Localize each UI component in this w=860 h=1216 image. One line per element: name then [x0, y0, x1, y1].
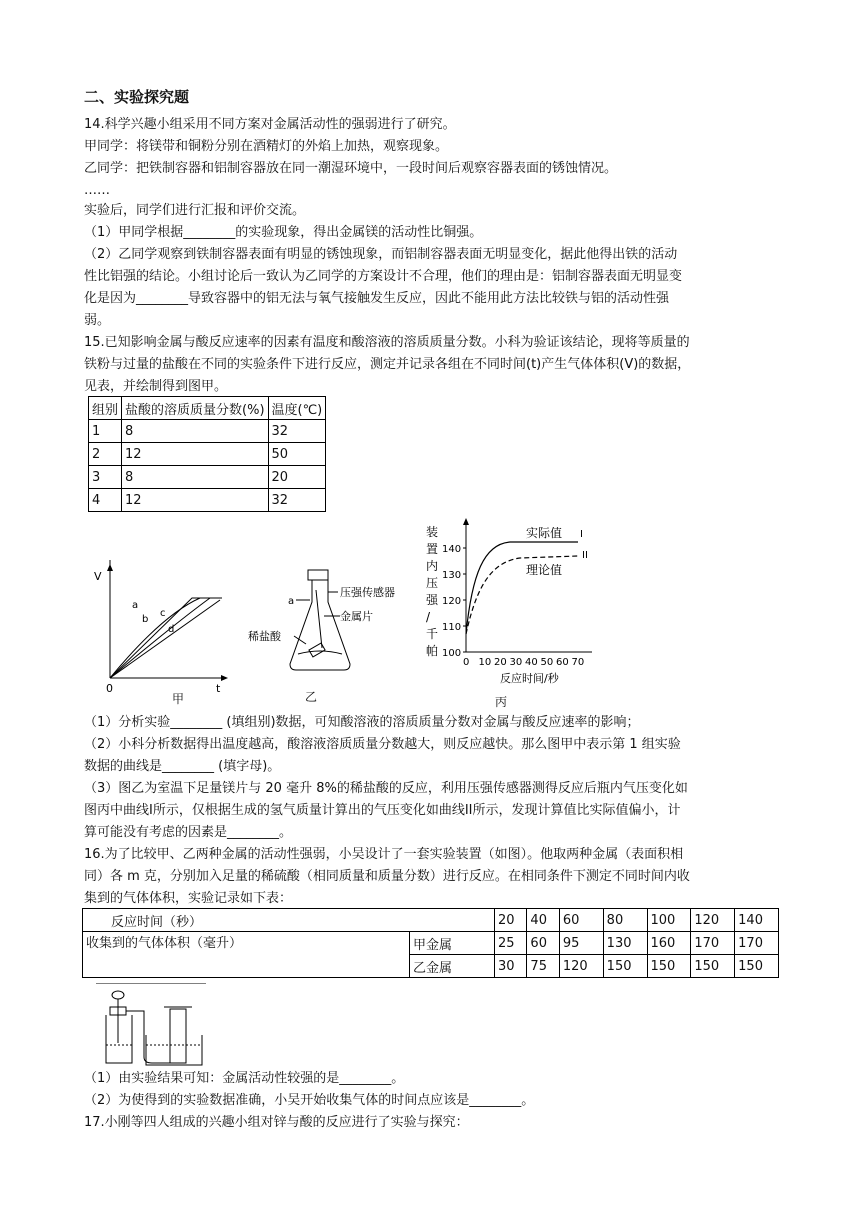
- y-tick-label: 110: [442, 622, 462, 633]
- y-label-char: 帕: [426, 644, 439, 658]
- y-label-char: 强: [426, 593, 439, 607]
- q16-line-3: 集到的气体体积，实验记录如下表：: [84, 891, 293, 906]
- caption-bing: 丙: [495, 695, 508, 709]
- table-cell: 150: [735, 955, 779, 978]
- apparatus-figure: [96, 983, 216, 1067]
- x-ticks: [463, 657, 584, 668]
- q14-line-1: 14.科学兴趣小组采用不同方案对金属活动性的强弱进行了研究。: [84, 117, 456, 132]
- q14-line-2: 甲同学：将镁带和铜粉分别在酒精灯的外焰上加热，观察现象。: [84, 139, 449, 154]
- stopper: [308, 570, 328, 580]
- table-cell: 20: [495, 909, 527, 932]
- table-cell: 150: [691, 955, 735, 978]
- table-cell: 乙金属: [410, 955, 495, 978]
- table-cell: 收集到的气体体积（毫升）: [83, 932, 410, 978]
- table-cell: 80: [603, 909, 647, 932]
- y-label-char: 压: [426, 576, 439, 590]
- table-cell: 130: [603, 932, 647, 955]
- y-label: [426, 524, 439, 658]
- q14-line-9: 化是因为________导致容器中的铝无法与氧气接触发生反应，因此不能用此方法比较铁与铝的活动性强: [84, 291, 670, 306]
- curve-label-d: d: [168, 624, 175, 635]
- curve1-label: 实际值: [526, 526, 563, 540]
- y-label-char: 装: [426, 525, 439, 539]
- table-cell: 50: [268, 443, 326, 466]
- label-a: a: [288, 596, 295, 607]
- table-row: [83, 909, 779, 932]
- table-cell: 120: [691, 909, 735, 932]
- y-tick-label: 120: [442, 596, 462, 607]
- table-cell: 100: [647, 909, 691, 932]
- origin-label: 0: [106, 682, 113, 695]
- label-metal: 金属片: [340, 610, 373, 623]
- q15-sub-1: （1）分析实验________ (填组别)数据，可知酸溶液的溶质质量分数对金属与酸反应速率的影响；: [84, 715, 640, 730]
- table-cell: 95: [559, 932, 603, 955]
- caption-jia: 甲: [172, 692, 185, 706]
- figure-jia: [82, 560, 232, 710]
- y-tick-label: 140: [442, 544, 462, 555]
- table-row: [89, 443, 326, 466]
- table-cell: 75: [527, 955, 559, 978]
- table-cell: 160: [647, 932, 691, 955]
- table-cell: 4: [89, 489, 122, 512]
- table-header-cell: 温度(℃): [268, 397, 326, 420]
- x-label: t: [216, 682, 221, 695]
- y-label-char: 置: [426, 542, 439, 556]
- table-header-cell: 盐酸的溶质质量分数(%): [122, 397, 269, 420]
- x-axis-arrow: [221, 675, 228, 681]
- table-cell: 甲金属: [410, 932, 495, 955]
- q15-sub-2a: （2）小科分析数据得出温度越高，酸溶液溶质质量分数越大，则反应越快。那么图甲中表示第 1 组实验: [84, 737, 681, 752]
- reaction-flask: [106, 1015, 132, 1063]
- table-cell: 8: [122, 466, 269, 489]
- q15-line-2: 铁粉与过量的盐酸在不同的实验条件下进行反应，测定并记录各组在不同时间(t)产生气体体积(V)的数据，: [84, 357, 691, 372]
- x-label: 反应时间/秒: [500, 672, 559, 685]
- table-cell: 170: [735, 932, 779, 955]
- table-cell: 12: [122, 443, 269, 466]
- q16-table: [82, 908, 779, 978]
- x-tick-label: 40: [525, 657, 538, 668]
- table-cell: 60: [559, 909, 603, 932]
- table-row: [89, 489, 326, 512]
- table-row: [89, 466, 326, 489]
- x-tick-label: 60: [556, 657, 569, 668]
- water-trough: [146, 1035, 202, 1065]
- curve2-id: II: [582, 550, 588, 561]
- q14-line-3: 乙同学：把铁制容器和铝制容器放在同一潮湿环境中，一段时间后观察容器表面的锈蚀情况。: [84, 161, 618, 176]
- glass-rod: [316, 590, 322, 648]
- curve1-id: I: [580, 529, 583, 540]
- q16-sub-2: （2）为使得到的实验数据准确，小吴开始收集气体的时间点应该是________。: [84, 1093, 535, 1108]
- table-cell: 30: [495, 955, 527, 978]
- y-ticks: [442, 544, 466, 659]
- delivery-tube: [126, 1011, 172, 1063]
- q17-line-1: 17.小刚等四人组成的兴趣小组对锌与酸的反应进行了实验与探究：: [84, 1115, 469, 1130]
- x-tick-label: 30: [509, 657, 523, 668]
- table-cell: 140: [735, 909, 779, 932]
- curve-label-b: b: [142, 614, 149, 625]
- table-cell: 150: [603, 955, 647, 978]
- y-tick-label: 130: [442, 570, 462, 581]
- table-cell: 40: [527, 909, 559, 932]
- table-cell: 25: [495, 932, 527, 955]
- caption-yi: 乙: [305, 690, 318, 704]
- x-tick-label: 70: [571, 657, 585, 668]
- q15-line-3: 见表，并绘制得到图甲。: [84, 379, 228, 394]
- metal-piece: [309, 643, 325, 657]
- q15-sub-3c: 算可能没有考虑的因素是________。: [84, 825, 293, 840]
- q16-line-1: 16.为了比较甲、乙两种金属的活动性强弱，小吴设计了一套实验装置（如图）。他取两种金属（表面积相: [84, 847, 684, 862]
- table-cell: 12: [122, 489, 269, 512]
- table-cell: 150: [647, 955, 691, 978]
- table-cell: 1: [89, 420, 122, 443]
- curve-I: [466, 542, 578, 634]
- measuring-cylinder: [170, 1009, 186, 1063]
- curve-label-a: a: [132, 600, 139, 611]
- y-label-char: 千: [426, 627, 439, 641]
- table-cell: 3: [89, 466, 122, 489]
- q15-table: [88, 396, 326, 512]
- x-tick-label: 0: [463, 657, 470, 668]
- table-cell: 反应时间（秒）: [83, 909, 495, 932]
- table-cell: 170: [691, 932, 735, 955]
- q15-sub-3a: （3）图乙为室温下足量镁片与 20 毫升 8%的稀盐酸的反应，利用压强传感器测得反应后瓶内气压变化如: [84, 781, 688, 796]
- table-cell: 8: [122, 420, 269, 443]
- q15-sub-3b: 图丙中曲线I所示，仅根据生成的氢气质量计算出的气压变化如曲线II所示，发现计算值比实际值偏小，计: [84, 803, 681, 818]
- curve2-label: 理论值: [526, 563, 563, 577]
- label-sensor: 压强传感器: [340, 586, 395, 599]
- label-acid: 稀盐酸: [248, 630, 281, 643]
- y-tick-label: 100: [442, 648, 462, 659]
- table-row: [83, 932, 779, 955]
- table-cell: 120: [559, 955, 603, 978]
- x-tick-label: 20: [494, 657, 507, 668]
- x-tick-label: 50: [540, 657, 554, 668]
- q14-line-7: （2）乙同学观察到铁制容器表面有明显的锈蚀现象，而铝制容器表面无明显变化，据此他得出铁的活动: [84, 247, 678, 262]
- q14-line-5: 实验后，同学们进行汇报和评价交流。: [84, 203, 306, 218]
- y-axis-arrow: [107, 564, 113, 571]
- y-axis-arrow: [463, 518, 469, 525]
- table-cell: 32: [268, 489, 326, 512]
- q15-line-1: 15.已知影响金属与酸反应速率的因素有温度和酸溶液的溶质质量分数。小科为验证该结论，现将等质量的: [84, 335, 690, 350]
- funnel-bulb: [112, 991, 124, 999]
- q15-sub-2b: 数据的曲线是________ (填字母)。: [84, 759, 281, 774]
- q14-line-8: 性比铝强的结论。小组讨论后一致认为乙同学的方案设计不合理，他们的理由是：铝制容器表面无明显变: [84, 269, 683, 284]
- table-cell: 20: [268, 466, 326, 489]
- table-header-row: [89, 397, 326, 420]
- table-cell: 32: [268, 420, 326, 443]
- q16-sub-1: （1）由实验结果可知：金属活动性较强的是________。: [84, 1071, 405, 1086]
- table-cell: 60: [527, 932, 559, 955]
- q14-line-6: （1）甲同学根据________的实验现象，得出金属镁的活动性比铜强。: [84, 225, 483, 240]
- table-cell: 2: [89, 443, 122, 466]
- figure-yi: [244, 566, 404, 691]
- y-label-char: /: [426, 610, 431, 624]
- y-label-char: 内: [426, 559, 439, 573]
- curve-label-c: c: [160, 608, 166, 619]
- section-title: 二、实验探究题: [84, 88, 190, 106]
- q14-line-4: ……: [84, 183, 110, 198]
- q14-line-10: 弱。: [84, 313, 111, 328]
- q16-line-2: 同）各 m 克，分别加入足量的稀硫酸（相同质量和质量分数）进行反应。在相同条件下测定不同时间内收: [84, 869, 690, 884]
- table-header-cell: 组别: [89, 397, 122, 420]
- y-label: V: [94, 570, 102, 583]
- figure-bing: [420, 514, 610, 714]
- table-row: [89, 420, 326, 443]
- x-tick-label: 10: [478, 657, 492, 668]
